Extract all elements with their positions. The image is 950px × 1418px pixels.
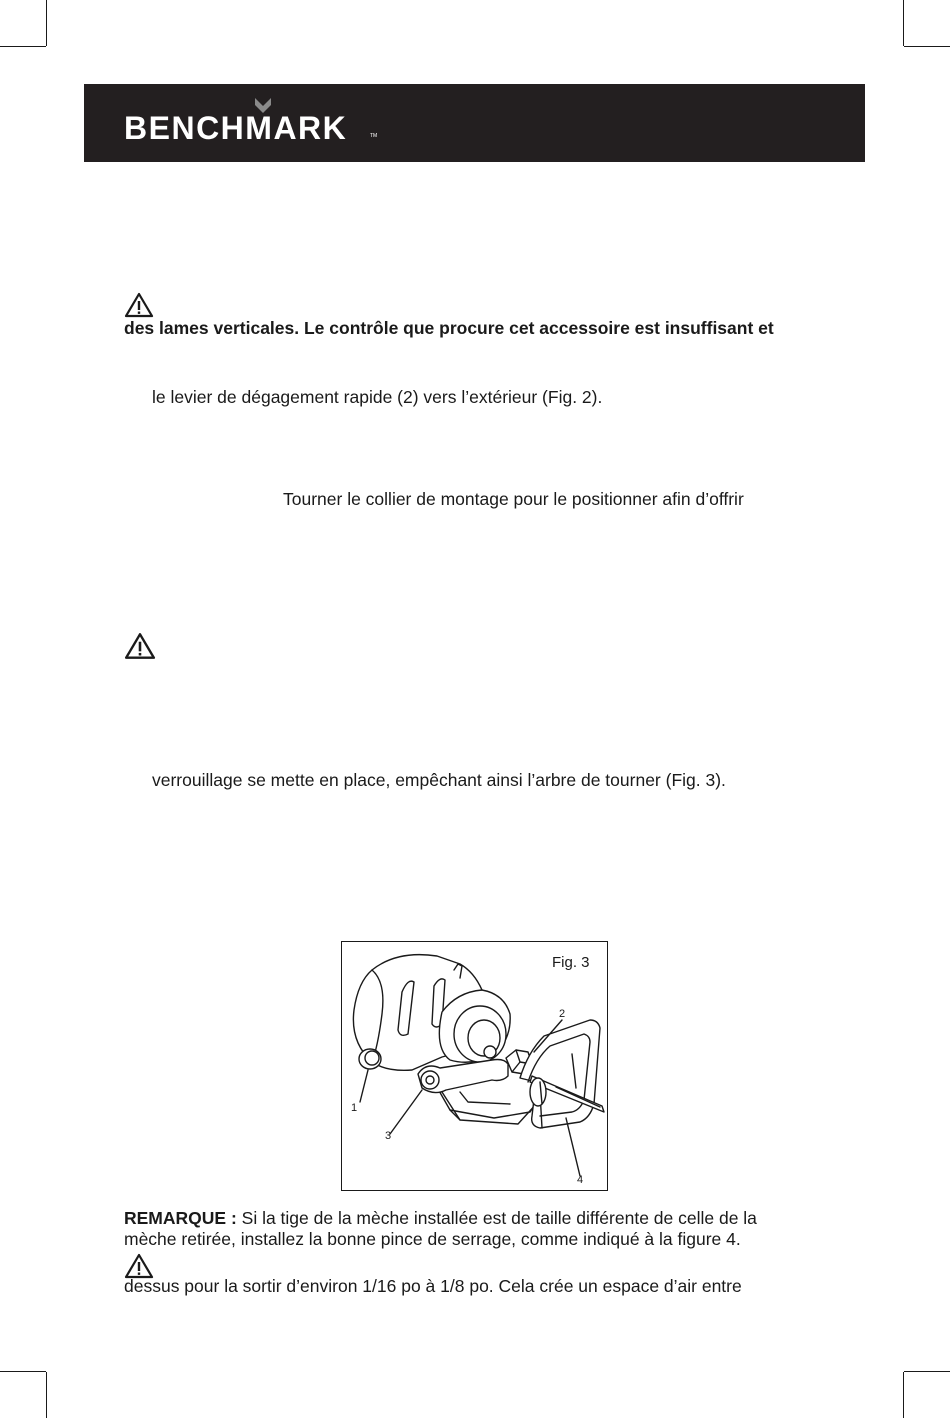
note-label: REMARQUE : — [124, 1208, 237, 1228]
instruction-line: le levier de dégagement rapide (2) vers l’extérieur (Fig. 2). — [152, 387, 603, 407]
crop-mark — [904, 1371, 950, 1372]
instruction-line: Tourner le collier de montage pour le positionner afin d’offrir — [283, 489, 744, 509]
svg-text:BENCHMARK — [124, 110, 347, 146]
router-collet-illustration — [342, 942, 607, 1190]
crop-mark — [0, 46, 46, 47]
figure-3 — [341, 941, 608, 1191]
brand-post: ARK — [273, 110, 348, 146]
trademark-mark: TM — [370, 133, 378, 139]
figure-label: Fig. 3 — [552, 954, 590, 971]
warning-triangle-icon — [124, 632, 156, 665]
instruction-line: verrouillage se mette en place, empêchant ainsi l’arbre de tourner (Fig. 3). — [152, 770, 726, 790]
instruction-line: dessus pour la sortir d’environ 1/16 po à 1/8 po. Cela crée un espace d’air entre — [124, 1276, 742, 1296]
note-line — [124, 1207, 757, 1229]
note-text: Si la tige de la mèche installée est de taille différente de celle de la — [236, 1208, 757, 1228]
crop-mark — [904, 46, 950, 47]
crop-mark — [46, 1372, 47, 1418]
crop-mark — [903, 0, 904, 46]
crop-mark — [903, 1372, 904, 1418]
crop-mark — [0, 1371, 46, 1372]
callout-4: 4 — [577, 1174, 584, 1186]
brand-pre: BENCH — [124, 110, 246, 146]
note-line: mèche retirée, installez la bonne pince de serrage, comme indiqué à la figure 4. — [124, 1229, 741, 1249]
header-banner — [84, 84, 865, 162]
callout-2: 2 — [559, 1008, 566, 1020]
callout-3: 3 — [385, 1130, 392, 1142]
brand-logo — [124, 96, 384, 152]
callout-1: 1 — [351, 1102, 358, 1114]
crop-mark — [46, 0, 47, 46]
warning-text-line: des lames verticales. Le contrôle que procure cet accessoire est insuffisant et — [124, 318, 774, 338]
brand-m: M — [245, 110, 274, 146]
